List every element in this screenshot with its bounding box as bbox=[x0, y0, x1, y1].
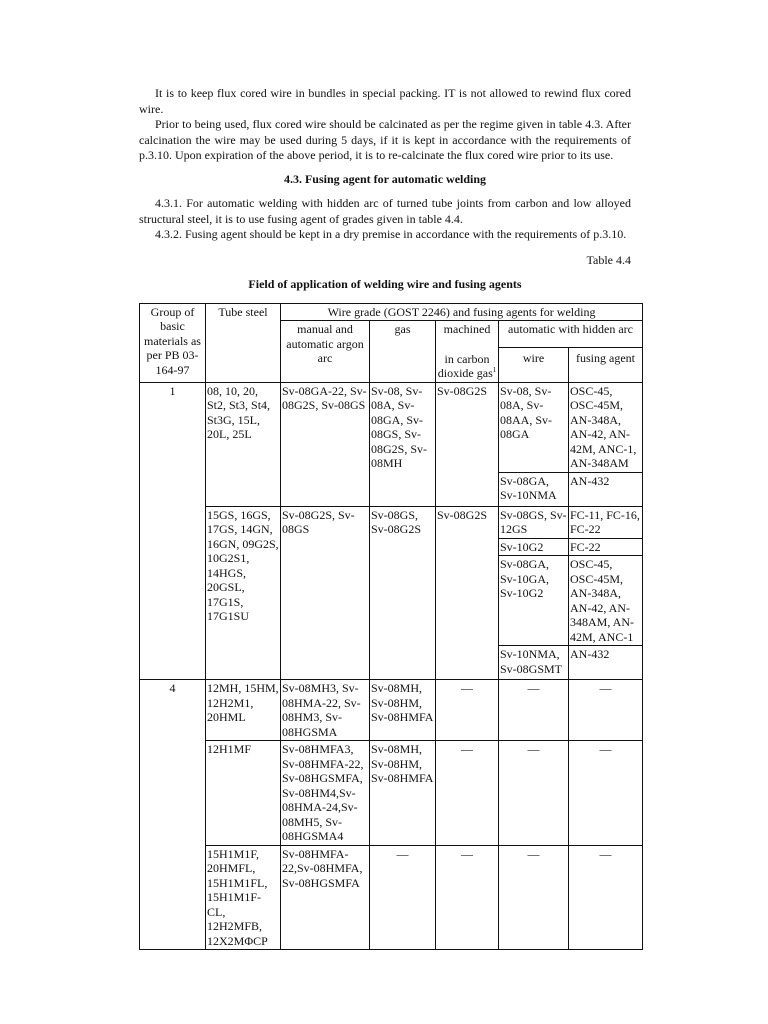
paragraph-4-3-2: 4.3.2. Fusing agent should be kept in a dry premise in accordance with the requirements of p.3.10. bbox=[155, 227, 627, 241]
fusing-agent-cell: — bbox=[569, 741, 643, 846]
header-fusing-agent: fusing agent bbox=[569, 347, 643, 382]
fusing-agent-cell: AN-432 bbox=[569, 646, 643, 680]
wire-cell: Sv-10NMA, Sv-08GSMT bbox=[499, 646, 569, 680]
fusing-agent-cell: AN-432 bbox=[569, 472, 643, 506]
fusing-agent-cell: FC-11, FC-16, FC-22 bbox=[569, 506, 643, 538]
fusing-agent-cell: FC-22 bbox=[569, 538, 643, 556]
gas-cell: Sv-08MH, Sv-08HM, Sv-08HMFA bbox=[370, 680, 436, 741]
header-wire-grade: Wire grade (GOST 2246) and fusing agents for welding bbox=[281, 303, 643, 321]
machined-cell: — bbox=[436, 845, 499, 950]
footnote-mark: 1 bbox=[492, 366, 497, 374]
manual-cell: Sv-08HMFA-22,Sv-08HMFA, Sv-08HGSMFA bbox=[281, 845, 370, 950]
gas-cell: — bbox=[370, 845, 436, 950]
machined-cell: — bbox=[436, 741, 499, 846]
header-group: Group of basic materials as per PB 03-164-97 bbox=[140, 303, 206, 382]
fusing-agent-cell: — bbox=[569, 845, 643, 950]
header-tube-steel: Tube steel bbox=[206, 303, 281, 382]
table-number: Table 4.4 bbox=[586, 252, 631, 267]
welding-table bbox=[139, 303, 643, 951]
tube-steel-cell: 15GS, 16GS, 17GS, 14GN, 16GN, 09G2S, 10G2S1, 14HGS, 20GSL, 17G1S, 17G1SU bbox=[206, 506, 281, 680]
tube-steel-cell: 15H1M1F, 20HMFL, 15H1M1FL, 15H1M1F-CL, 12H2MFB, 12X2MΦCP bbox=[206, 845, 281, 950]
table-header-row bbox=[140, 303, 643, 321]
manual-cell: Sv-08GA-22, Sv-08G2S, Sv-08GS bbox=[281, 382, 370, 506]
tube-steel-cell: 12MH, 15HM, 12H2M1, 20HML bbox=[206, 680, 281, 741]
gas-cell: Sv-08GS, Sv-08G2S bbox=[370, 506, 436, 680]
header-gas: gas bbox=[370, 321, 436, 383]
wire-cell: — bbox=[499, 680, 569, 741]
tube-steel-cell: 12H1MF bbox=[206, 741, 281, 846]
paragraph-storage: It is to keep flux cored wire in bundles in special packing. IT is not allowed to rewind flux cored wire. bbox=[139, 86, 631, 116]
header-wire: wire bbox=[499, 347, 569, 382]
section-heading: 4.3. Fusing agent for automatic welding bbox=[283, 171, 487, 186]
table-row bbox=[140, 382, 643, 472]
header-automatic: automatic with hidden arc bbox=[499, 321, 643, 348]
machined-cell: Sv-08G2S bbox=[436, 382, 499, 506]
group-cell: 4 bbox=[140, 680, 206, 950]
manual-cell: Sv-08MH3, Sv-08HMA-22, Sv-08HM3, Sv-08HGSMA bbox=[281, 680, 370, 741]
fusing-agent-cell: OSC-45, OSC-45M, AN-348A, AN-42, AN-42M, ANC-1, AN-348AM bbox=[569, 382, 643, 472]
wire-cell: — bbox=[499, 741, 569, 846]
header-machined bbox=[436, 321, 499, 383]
gas-cell: Sv-08, Sv-08A, Sv-08GA, Sv-08GS, Sv-08G2S, Sv-08MH bbox=[370, 382, 436, 506]
table-row bbox=[140, 845, 643, 950]
header-machined-label: machined bbox=[443, 322, 491, 336]
paragraph-4-3-1: 4.3.1. For automatic welding with hidden arc of turned tube joints from carbon and low alloyed structural steel, it is to use fusing agent of grades given in table 4.4. bbox=[139, 196, 631, 226]
machined-cell: Sv-08G2S bbox=[436, 506, 499, 680]
paragraph-calcination: Prior to being used, flux cored wire should be calcinated as per the regime given in table 4.3. After calcination the wire may be used during 5 days, if it is kept in accordance with the requirements of p.3.10. Upon expiration of the above period, it is to re-calcinate the flux cored wire prior to its use. bbox=[139, 117, 631, 162]
header-manual: manual and automatic argon arc bbox=[281, 321, 370, 383]
manual-cell: Sv-08G2S, Sv-08GS bbox=[281, 506, 370, 680]
wire-cell: Sv-08GA, Sv-10GA, Sv-10G2 bbox=[499, 556, 569, 646]
table-row bbox=[140, 741, 643, 846]
document-page bbox=[139, 86, 640, 950]
machined-cell: — bbox=[436, 680, 499, 741]
table-title: Field of application of welding wire and fusing agents bbox=[248, 277, 522, 291]
manual-cell: Sv-08HMFA3, Sv-08HMFA-22, Sv-08HGSMFA, Sv-08HM4,Sv-08HMA-24,Sv-08MH5, Sv-08HGSMA4 bbox=[281, 741, 370, 846]
wire-cell: Sv-08GS, Sv-12GS bbox=[500, 507, 567, 536]
group-cell: 1 bbox=[140, 382, 206, 680]
header-in-carbon: in carbon dioxide gas bbox=[437, 351, 493, 380]
wire-cell: Sv-08GA, Sv-10NMA bbox=[499, 472, 569, 506]
gas-cell: Sv-08MH, Sv-08HM, Sv-08HMFA bbox=[370, 741, 436, 846]
table-row bbox=[140, 506, 643, 538]
wire-cell: Sv-08, Sv-08A, Sv-08AA, Sv-08GA bbox=[499, 382, 569, 472]
wire-cell: — bbox=[499, 845, 569, 950]
fusing-agent-cell: OSC-45, OSC-45M, AN-348A, AN-42, AN-348AM, AN-42M, ANC-1 bbox=[569, 556, 643, 646]
table-row bbox=[140, 680, 643, 741]
tube-steel-cell: 08, 10, 20, St2, St3, St4, St3G, 15L, 20L, 25L bbox=[206, 382, 281, 506]
fusing-agent-cell: — bbox=[569, 680, 643, 741]
wire-cell: Sv-10G2 bbox=[499, 538, 569, 556]
